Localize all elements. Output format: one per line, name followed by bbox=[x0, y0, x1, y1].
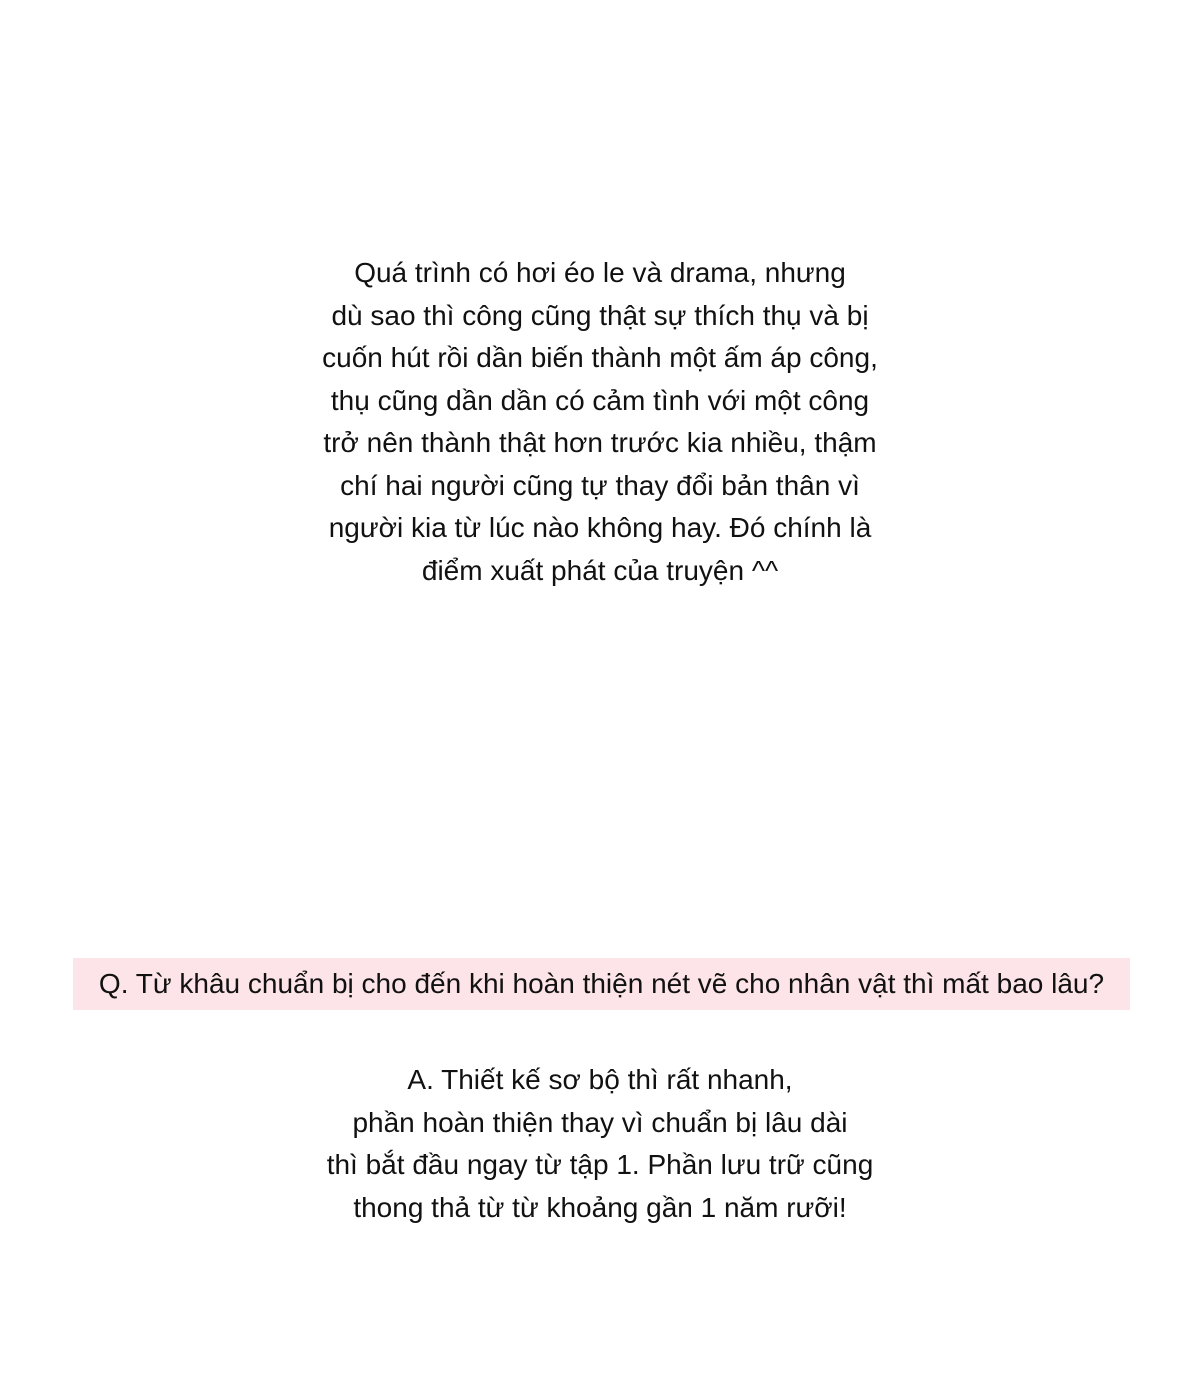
question-text: Q. Từ khâu chuẩn bị cho đến khi hoàn thiện nét vẽ cho nhân vật thì mất bao lâu? bbox=[98, 968, 1105, 999]
answer-line: phần hoàn thiện thay vì chuẩn bị lâu dài bbox=[352, 1106, 848, 1138]
intro-line: điểm xuất phát của truyện ^^ bbox=[421, 554, 779, 586]
answer-paragraph bbox=[0, 1059, 1200, 1229]
intro-line: chí hai người cũng tự thay đổi bản thân vì bbox=[340, 469, 860, 501]
question-highlight-band bbox=[73, 958, 1130, 1010]
intro-paragraph bbox=[0, 252, 1200, 592]
intro-line: thụ cũng dần dần có cảm tình với một công bbox=[330, 384, 870, 416]
intro-line: dù sao thì công cũng thật sự thích thụ và bị bbox=[331, 299, 869, 331]
answer-line: thong thả từ từ khoảng gần 1 năm rưỡi! bbox=[353, 1191, 847, 1223]
intro-line: trở nên thành thật hơn trước kia nhiều, thậm bbox=[323, 427, 877, 458]
answer-line: thì bắt đầu ngay từ tập 1. Phần lưu trữ cũng bbox=[326, 1149, 874, 1180]
intro-line: người kia từ lúc nào không hay. Đó chính là bbox=[328, 512, 872, 543]
intro-line: Quá trình có hơi éo le và drama, nhưng bbox=[354, 257, 846, 288]
answer-line: A. Thiết kế sơ bộ thì rất nhanh, bbox=[407, 1064, 793, 1095]
intro-line: cuốn hút rồi dần biến thành một ấm áp công, bbox=[322, 342, 878, 373]
